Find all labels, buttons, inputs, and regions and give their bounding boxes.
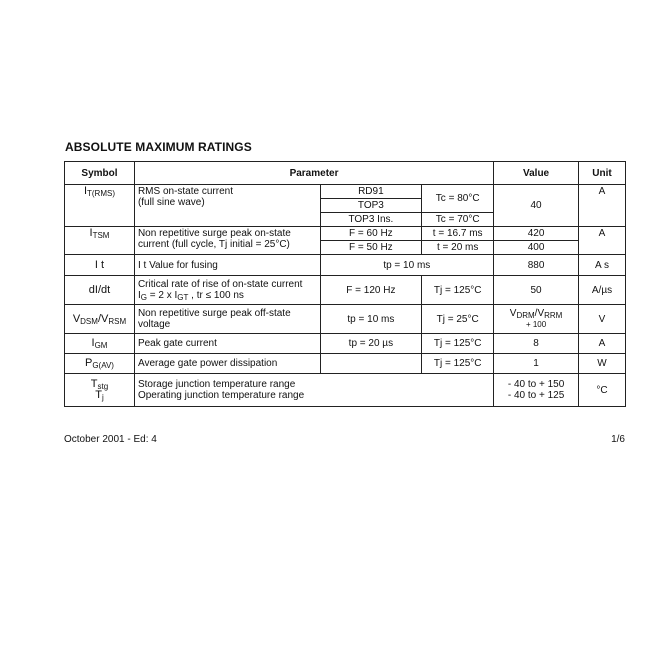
symbol-cell <box>65 374 135 407</box>
condition-cell: RD91 <box>320 185 422 199</box>
parameter-line: RMS on-state current <box>137 186 233 197</box>
condition-cell: tp = 10 ms <box>320 255 494 276</box>
unit-cell: A <box>579 227 626 255</box>
temperature-cell: Tc = 80°C <box>422 185 494 213</box>
symbol-cell: dI/dt <box>65 276 135 305</box>
symbol-cell <box>65 185 135 227</box>
value-line: + 100 <box>525 320 547 329</box>
value-cell: 1 <box>494 354 579 374</box>
temperature-cell: Tc = 70°C <box>422 213 494 227</box>
value-cell: 400 <box>494 241 579 255</box>
value-fragment: /V <box>534 308 545 319</box>
value-line: - 40 to + 125 <box>507 390 565 401</box>
parameter-fragment: = 2 x I <box>146 290 178 301</box>
table-row <box>65 255 626 276</box>
condition-cell: tp = 10 ms <box>320 305 422 334</box>
unit-cell: V <box>579 305 626 334</box>
parameter-line: Critical rate of rise of on-state current <box>137 279 303 290</box>
parameter-line <box>138 290 317 301</box>
header-parameter: Parameter <box>134 162 493 185</box>
parameter-subscript: GT <box>177 293 189 302</box>
header-value: Value <box>494 162 579 185</box>
symbol-subscript: RSM <box>108 316 127 326</box>
value-cell <box>494 374 579 407</box>
parameter-cell <box>134 374 493 407</box>
temperature-cell: Tj = 25°C <box>422 305 494 334</box>
value-subscript: RRM <box>544 311 563 320</box>
condition-cell: F = 50 Hz <box>320 241 422 255</box>
table-row <box>65 276 626 305</box>
parameter-cell <box>134 305 320 334</box>
unit-cell: A/µs <box>579 276 626 305</box>
parameter-line: (full sine wave) <box>137 197 205 208</box>
symbol-subscript: TSM <box>92 231 110 240</box>
value-cell <box>494 305 579 334</box>
table-row <box>65 354 626 374</box>
symbol-line <box>68 390 131 401</box>
parameter-subscript: G <box>140 293 147 302</box>
parameter-cell <box>134 227 320 255</box>
table-row <box>65 185 626 199</box>
table-row <box>65 334 626 354</box>
parameter-cell <box>134 185 320 227</box>
condition-cell <box>320 354 422 374</box>
temperature-cell: Tj = 125°C <box>422 354 494 374</box>
page-title: ABSOLUTE MAXIMUM RATINGS <box>65 140 252 154</box>
symbol-text: V <box>72 312 81 325</box>
value-line: - 40 to + 150 <box>507 379 565 390</box>
symbol-text: I <box>89 227 93 239</box>
symbol-cell <box>65 305 135 334</box>
parameter-line: Operating junction temperature range <box>137 390 305 401</box>
symbol-cell <box>65 334 135 354</box>
duration-cell: t = 16.7 ms <box>422 227 494 241</box>
symbol-text: P <box>84 357 93 369</box>
symbol-text: T <box>90 378 98 390</box>
symbol-cell <box>65 227 135 255</box>
ratings-table <box>64 161 626 407</box>
value-fragment: V <box>509 308 517 319</box>
value-cell: 880 <box>494 255 579 276</box>
symbol-cell <box>65 354 135 374</box>
table-header-row <box>65 162 626 185</box>
parameter-fragment: , tr ≤ 100 ns <box>188 290 244 301</box>
condition-cell: TOP3 <box>320 199 422 213</box>
footer-date-edition: October 2001 - Ed: 4 <box>64 434 157 445</box>
parameter-line: current (full cycle, Tj initial = 25°C) <box>137 239 290 250</box>
symbol-cell: I t <box>65 255 135 276</box>
condition-cell: tp = 20 µs <box>320 334 422 354</box>
value-cell: 50 <box>494 276 579 305</box>
parameter-cell <box>134 276 320 305</box>
unit-cell: °C <box>579 374 626 407</box>
unit-cell: W <box>579 354 626 374</box>
value-cell: 40 <box>494 185 579 227</box>
temperature-cell: Tj = 125°C <box>422 276 494 305</box>
unit-cell: A <box>579 185 626 227</box>
symbol-subscript: DSM <box>80 316 98 326</box>
symbol-subscript: T(RMS) <box>87 189 115 198</box>
parameter-line: voltage <box>137 319 171 330</box>
parameter-cell: Peak gate current <box>134 334 320 354</box>
unit-cell: A <box>579 334 626 354</box>
value-line <box>497 308 575 319</box>
symbol-subscript: GM <box>94 341 108 350</box>
parameter-cell: Average gate power dissipation <box>134 354 320 374</box>
symbol-text: T <box>95 389 102 401</box>
table-row <box>65 227 626 241</box>
value-subscript: DRM <box>516 311 535 320</box>
header-symbol: Symbol <box>65 162 135 185</box>
symbol-subscript: j <box>101 393 104 402</box>
condition-cell: F = 120 Hz <box>320 276 422 305</box>
symbol-text: /V <box>97 312 109 325</box>
parameter-fragment: I <box>137 290 141 301</box>
unit-cell: A s <box>579 255 626 276</box>
symbol-text: I <box>83 185 87 197</box>
header-unit: Unit <box>579 162 626 185</box>
symbol-subscript: stg <box>97 382 109 391</box>
parameter-line: Non repetitive surge peak on-state <box>137 228 291 239</box>
parameter-cell: I t Value for fusing <box>134 255 320 276</box>
symbol-text: I <box>91 337 95 349</box>
temperature-cell: Tj = 125°C <box>422 334 494 354</box>
footer-page-number: 1/6 <box>611 434 625 445</box>
value-cell: 8 <box>494 334 579 354</box>
duration-cell: t = 20 ms <box>422 241 494 255</box>
condition-cell: TOP3 Ins. <box>320 213 422 227</box>
table-row <box>65 374 626 407</box>
parameter-line: Non repetitive surge peak off-state <box>137 308 291 319</box>
parameter-line: Storage junction temperature range <box>137 379 296 390</box>
symbol-subscript: G(AV) <box>92 361 114 370</box>
condition-cell: F = 60 Hz <box>320 227 422 241</box>
table-row <box>65 305 626 334</box>
value-cell: 420 <box>494 227 579 241</box>
